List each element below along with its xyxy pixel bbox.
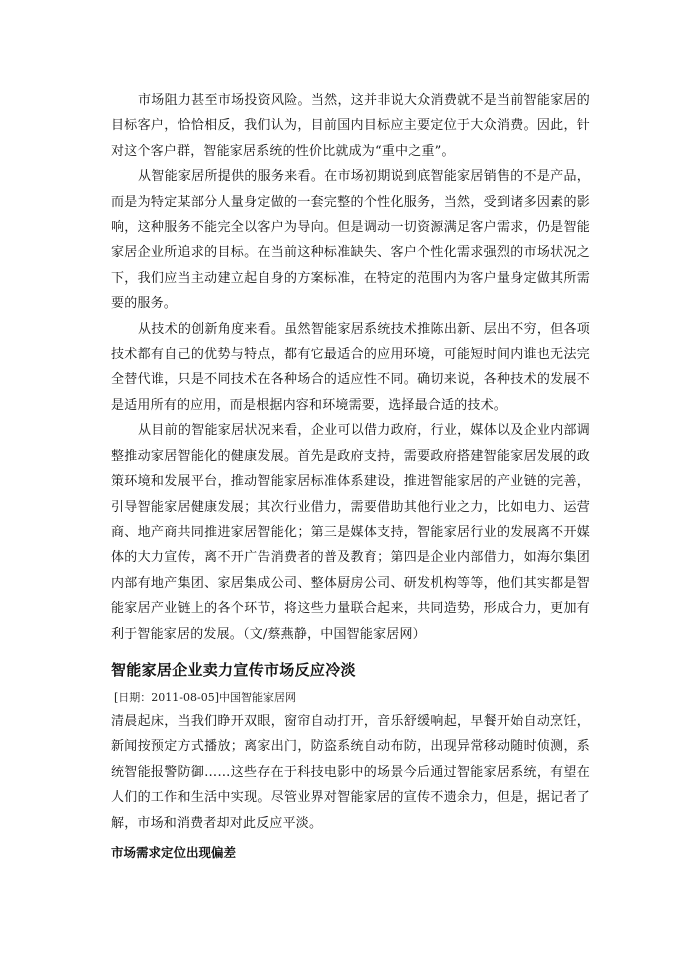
section-heading: 市场需求定位出现偏差 xyxy=(111,844,237,860)
paragraph: 市场阻力甚至市场投资风险。当然，这并非说大众消费就不是当前智能家居的目标客户，恰恰相反，我们认为，目前国内目标应主要定位于大众消费。因此，针对这个客户群，智能家居系统的性价比就成为“重中之重”。 xyxy=(111,93,590,159)
paragraph: 从目前的智能家居状况来看，企业可以借力政府，行业，媒体以及企业内部调整推动家居智能化的健康发展。首先是政府支持，需要政府搭建智能家居发展的政策环境和发展平台，推动智能家居标准体系建设，推进智能家居的产业链的完善，引导智能家居健康发展；其次行业借力，需要借助其他行业之力，比如电力、运营商、地产商共同推进家居智能化；第三是媒体支持，智能家居行业的发展离不开媒体的大力宣传，离不开广告消费者的普及教育；第四是企业内部借力，如海尔集团内部有地产集团、家居集成公司、整体厨房公司、研发机构等等，他们其实都是智能家居产业链上的各个环节，将这些力量联合起来，共同造势，形成合力，更加有利于智能家居的发展。（文/蔡燕静，中国智能家居网） xyxy=(111,423,590,642)
paragraph: 从智能家居所提供的服务来看。在市场初期说到底智能家居销售的不是产品，而是为特定某部分人量身定做的一套完整的个性化服务，当然，受到诸多因素的影响，这种服务不能完全以客户为导向。但是调动一切资源满足客户需求，仍是智能家居企业所追求的目标。在当前这种标准缺失、客户个性化需求强烈的市场状况之下，我们应当主动建立起自身的方案标准，在特定的范围内为客户量身定做其所需要的服务。 xyxy=(111,169,590,312)
article-title: 智能家居企业卖力宣传市场反应冷淡 xyxy=(111,660,356,679)
article-dateline: [日期：2011-08-05]中国智能家居网 xyxy=(114,690,297,704)
paragraph: 从技术的创新角度来看。虽然智能家居系统技术推陈出新、层出不穷，但各项技术都有自己的优势与特点，都有它最适合的应用环境，可能短时间内谁也无法完全替代谁，只是不同技术在各种场合的适应性不同。确切来说，各种技术的发展不是适用所有的应用，而是根据内容和环境需要，选择最合适的技术。 xyxy=(111,321,590,413)
paragraph: 清晨起床，当我们睁开双眼，窗帘自动打开，音乐舒缓响起，早餐开始自动烹饪，新闻按预定方式播放；离家出门，防盗系统自动布防，出现异常移动随时侦测，系统智能报警防御……这些存在于科技电影中的场景今后通过智能家居系统，有望在人们的工作和生活中实现。尽管业界对智能家居的宣传不遗余力，但是，据记者了解，市场和消费者却对此反应平淡。 xyxy=(111,713,590,831)
document-page xyxy=(111,88,590,864)
